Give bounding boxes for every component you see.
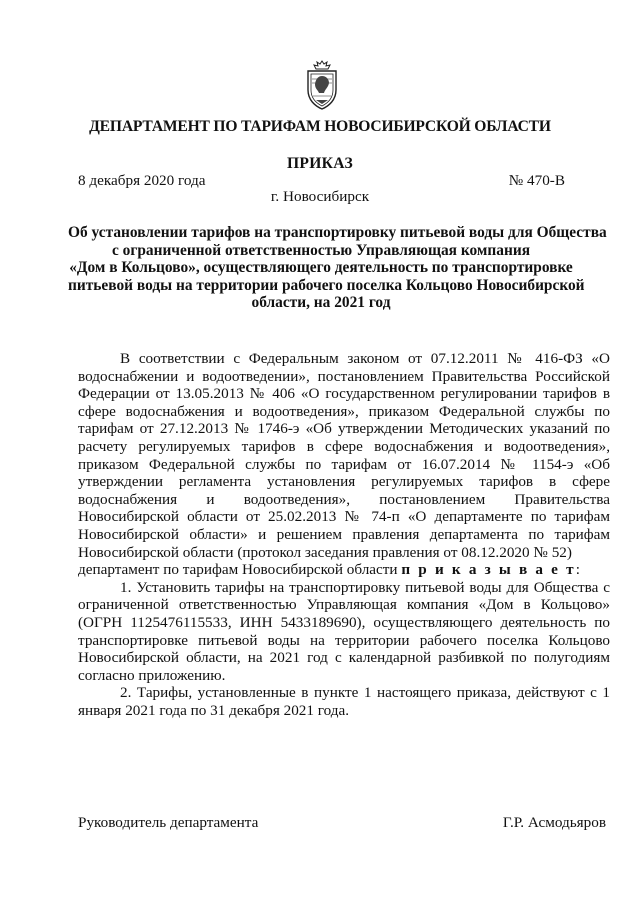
document-body xyxy=(78,350,610,719)
subject-line: «Дом в Кольцово», осуществляющего деятельность по транспортировке xyxy=(69,259,573,277)
subject-line: Об установлении тарифов на транспортировку питьевой воды для Общества xyxy=(68,224,607,241)
decree-paragraph xyxy=(78,561,610,579)
document-type: ПРИКАЗ xyxy=(287,155,353,172)
department-name: ДЕПАРТАМЕНТ ПО ТАРИФАМ НОВОСИБИРСКОЙ ОБЛАСТИ xyxy=(89,118,551,135)
signatory-position: Руководитель департамента xyxy=(78,814,259,831)
preamble-paragraph: В соответствии с Федеральным законом от 07.12.2011 № 416-ФЗ «О водоснабжении и водоотведении», постановлением Правительства Российской Федерации от 13.05.2013 № 406 «О государственном регулировании тарифов в сфере водоснабжения и водоотведения», приказом Федеральной службы по тарифам от 27.12.2013 № 1746-э «Об утверждении Методических указаний по расчету регулируемых тарифов в сфере водоснабжения и водоотведения», приказом Федеральной службы по тарифам от 16.07.2014 № 1154-э «Об утверждении регламента установления регулируемых тарифов в сфере водоснабжения и водоотведения», постановлением Правительства Новосибирской области от 25.02.2013 № 74-п «О департаменте по тарифам Новосибирской области» и решением правления департамента по тарифам Новосибирской области (протокол заседания правления от 08.12.2020 № 52) xyxy=(78,350,610,561)
decree-verb: п р и к а з ы в а е т xyxy=(401,561,576,579)
document-city: г. Новосибирск xyxy=(270,188,370,205)
decree-colon: : xyxy=(575,561,581,579)
item-1-paragraph: 1. Установить тарифы на транспортировку питьевой воды для Общества с ограниченной ответственностью Управляющая компания «Дом в Кольцово» (ОГРН 1125476115533, ИНН 5433189690), осуществляющего деятельность по транспортировке питьевой воды на территории рабочего поселка Кольцово Новосибирской области, на 2021 год с календарной разбивкой по полугодиям согласно приложению. xyxy=(78,578,610,684)
document-subject xyxy=(68,224,607,312)
subject-line: питьевой воды на территории рабочего поселка Кольцово Новосибирской xyxy=(68,276,585,294)
subject-line: области, на 2021 год xyxy=(251,294,391,312)
coat-of-arms-icon xyxy=(302,60,342,110)
item-2-paragraph: 2. Тарифы, установленные в пункте 1 настоящего приказа, действуют с 1 января 2021 года по 31 декабря 2021 года. xyxy=(78,684,610,719)
subject-line: с ограниченной ответственностью Управляющая компания xyxy=(111,241,531,259)
document-date: 8 декабря 2020 года xyxy=(78,172,206,189)
document-number: № 470-В xyxy=(508,172,565,189)
decree-intro: департамент по тарифам Новосибирской области xyxy=(78,561,402,579)
signatory-name: Г.Р. Асмодьяров xyxy=(502,814,606,831)
